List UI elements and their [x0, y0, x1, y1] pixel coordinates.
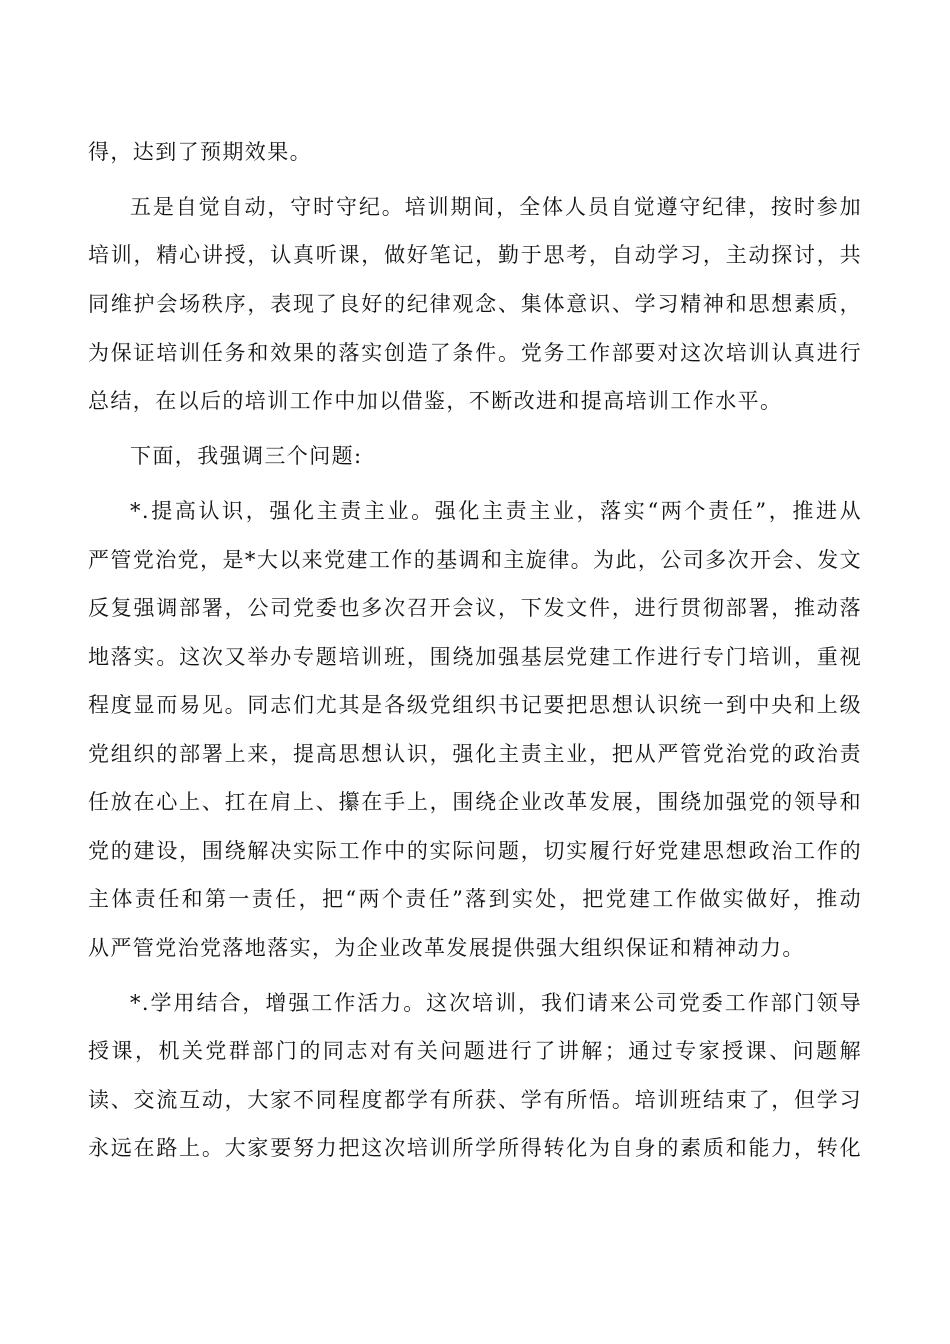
paragraph-line: 任放在心上、扛在肩上、攥在手上，围绕企业改革发展，围绕加强党的领导和 — [88, 790, 862, 814]
paragraph-line: *.提高认识，强化主责主业。强化主责主业，落实“两个责任”，推进从 — [130, 499, 862, 523]
paragraph-line: 反复强调部署，公司党委也多次召开会议，下发文件，进行贯彻部署，推动落 — [88, 596, 862, 620]
paragraph-line: 同维护会场秩序，表现了良好的纪律观念、集体意识、学习精神和思想素质， — [88, 292, 862, 316]
paragraph-line: 永远在路上。大家要努力把这次培训所学所得转化为自身的素质和能力，转化 — [88, 1136, 862, 1160]
paragraph-line: *.学用结合，增强工作活力。这次培训，我们请来公司党委工作部门领导 — [130, 991, 862, 1015]
paragraph-line: 从严管党治党落地落实，为企业改革发展提供强大组织保证和精神动力。 — [88, 936, 805, 960]
paragraph-line: 严管党治党，是*大以来党建工作的基调和主旋律。为此，公司多次开会、发文 — [88, 548, 862, 572]
paragraph-line: 得，达到了预期效果。 — [88, 140, 312, 164]
paragraph-line: 授课，机关党群部门的同志对有关问题进行了讲解；通过专家授课、问题解 — [88, 1039, 862, 1063]
paragraph-line: 下面，我强调三个问题: — [130, 444, 363, 468]
paragraph-line: 培训，精心讲授，认真听课，做好笔记，勤于思考，自动学习，主动探讨，共 — [88, 243, 862, 267]
paragraph-line: 党的建设，围绕解决实际工作中的实际问题，切实履行好党建思想政治工作的 — [88, 839, 862, 863]
paragraph-line: 党组织的部署上来，提高思想认识，强化主责主业，把从严管党治党的政治责 — [88, 742, 862, 766]
paragraph-line: 程度显而易见。同志们尤其是各级党组织书记要把思想认识统一到中央和上级 — [88, 693, 862, 717]
paragraph-line: 读、交流互动，大家不同程度都学有所获、学有所悟。培训班结束了，但学习 — [88, 1088, 862, 1112]
paragraph-line: 五是自觉自动，守时守纪。培训期间，全体人员自觉遵守纪律，按时参加 — [130, 195, 862, 219]
paragraph-line: 主体责任和第一责任，把“两个责任”落到实处，把党建工作做实做好，推动 — [88, 887, 862, 911]
paragraph-line: 为保证培训任务和效果的落实创造了条件。党务工作部要对这次培训认真进行 — [88, 341, 862, 365]
paragraph-line: 总结，在以后的培训工作中加以借鉴，不断改进和提高培训工作水平。 — [88, 389, 783, 413]
paragraph-line: 地落实。这次又举办专题培训班，围绕加强基层党建工作进行专门培训，重视 — [88, 645, 862, 669]
